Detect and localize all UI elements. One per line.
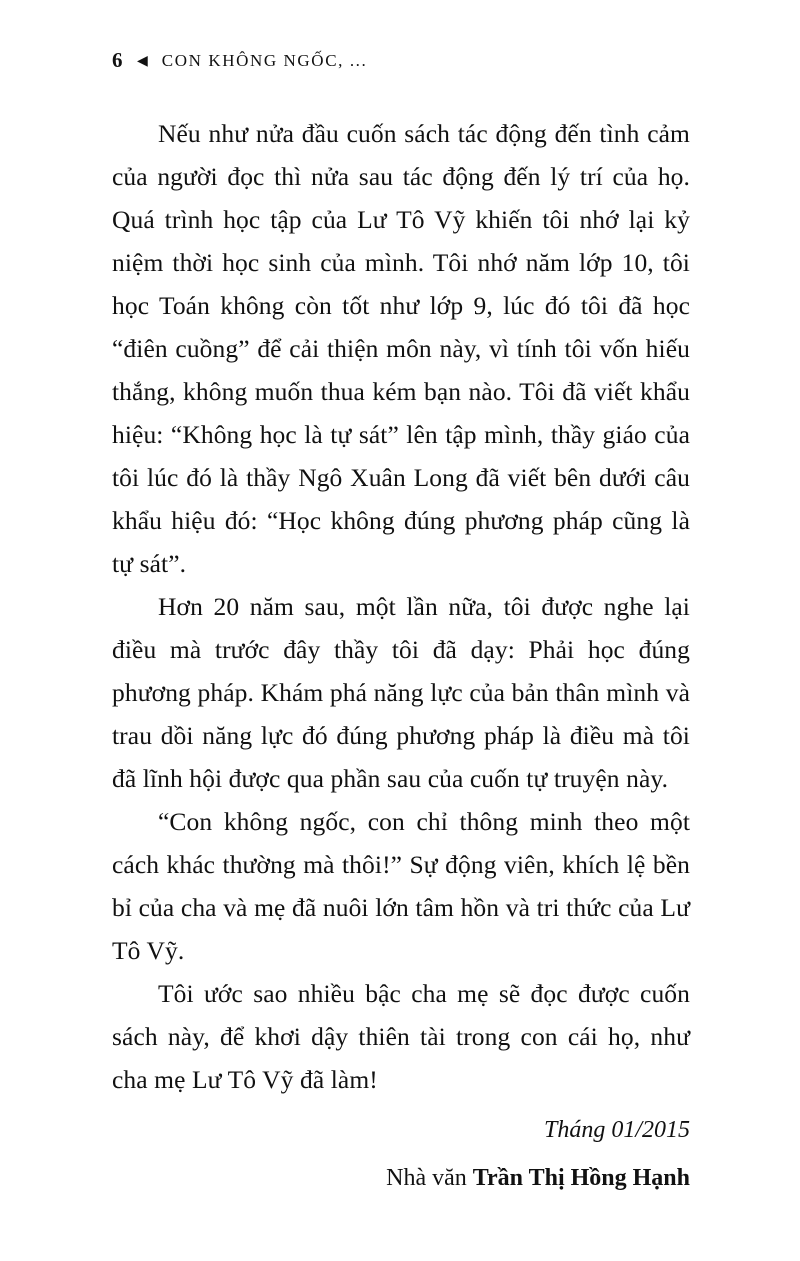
left-triangle-icon: ◀ <box>137 53 148 69</box>
page-number: 6 <box>112 48 123 72</box>
paragraph: Tôi ước sao nhiều bậc cha mẹ sẽ đọc được cuốn sách này, để khơi dậy thiên tài trong con cái họ, như cha mẹ Lư Tô Vỹ đã làm! <box>112 979 690 1094</box>
paragraph: “Con không ngốc, con chỉ thông minh theo một cách khác thường mà thôi!” Sự động viên, khích lệ bền bỉ của cha và mẹ đã nuôi lớn tâm hồn và tri thức của Lư Tô Vỹ. <box>112 807 690 965</box>
page-header <box>112 48 367 73</box>
signature-author <box>112 1156 690 1200</box>
paragraph: Nếu như nửa đầu cuốn sách tác động đến tình cảm của người đọc thì nửa sau tác động đến lý trí của họ. Quá trình học tập của Lư Tô Vỹ khiến tôi nhớ lại kỷ niệm thời học sinh của mình. Tôi nhớ năm lớp 10, tôi học Toán không còn tốt như lớp 9, lúc đó tôi đã học “điên cuồng” để cải thiện môn này, vì tính tôi vốn hiếu thắng, không muốn thua kém bạn nào. Tôi đã viết khẩu hiệu: “Không học là tự sát” lên tập mình, thầy giáo của tôi lúc đó là thầy Ngô Xuân Long đã viết bên dưới câu khẩu hiệu đó: “Học không đúng phương pháp cũng là tự sát”. <box>112 119 690 578</box>
author-name: Trần Thị Hồng Hạnh <box>472 1165 690 1191</box>
signature-block <box>112 1110 690 1200</box>
signature-date: Tháng 01/2015 <box>543 1117 690 1143</box>
paragraph: Hơn 20 năm sau, một lần nữa, tôi được nghe lại điều mà trước đây thầy tôi đã dạy: Phải học đúng phương pháp. Khám phá năng lực của bản thân mình và trau dồi năng lực đó đúng phương pháp là điều mà tôi đã lĩnh hội được qua phần sau của cuốn tự truyện này. <box>112 592 690 793</box>
running-title: CON KHÔNG NGỐC, ... <box>161 50 368 70</box>
author-role: Nhà văn <box>386 1165 473 1191</box>
body-text <box>112 112 690 1101</box>
